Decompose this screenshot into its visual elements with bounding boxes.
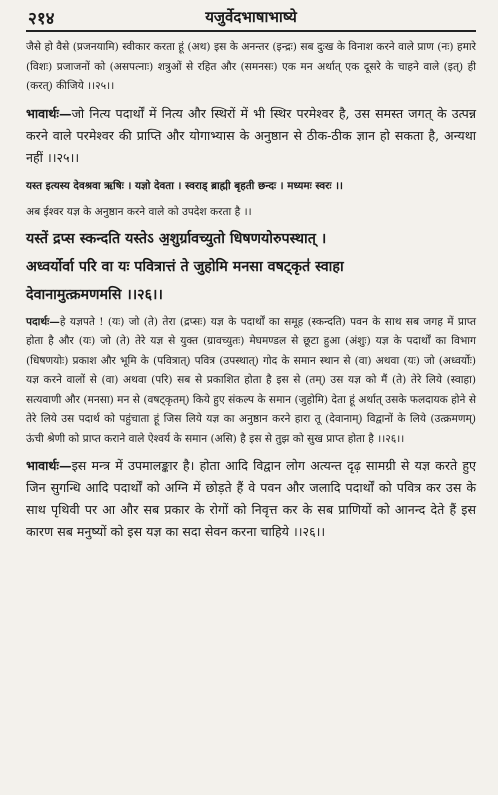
bhavartha-label: भावार्थः— xyxy=(26,105,72,121)
mantra-verse xyxy=(26,225,476,309)
page-number: २१४ xyxy=(28,9,55,29)
mantra-line: देवानामुत्क्रमणमसि ।।२६।। xyxy=(26,286,163,303)
bhavartha-text: जो नित्य पदार्थों में नित्य और स्थिरों में भी स्थिर परमेश्वर है, उस समस्त जगत् के उत्पन्न करने वाले परमेश्वर की प्राप्ति और योगाभ्यास के अनुष्ठान से ठीक-ठीक ज्ञान हो सकता है, अन्यथा नहीं ।।२५।। xyxy=(26,105,476,165)
page-header xyxy=(26,4,476,32)
padartha-paragraph xyxy=(26,313,476,450)
running-title: यजुर्वेदभाषाभाष्ये xyxy=(205,8,297,26)
mantra-line: यस्तें द्रप्स स्कन्दति यस्तेऽ अ॒शुर्ग्रावच्युतो धिषणयोरुपस्थात् । xyxy=(26,230,327,247)
mantra-intro: अब ईश्वर यज्ञ के अनुष्ठान करने वाले को उपदेश करता है ।। xyxy=(26,205,252,218)
bhavartha-text: इस मन्त्र में उपमालङ्कार है। होता आदि विद्वान लोग अत्यन्त दृढ़ सामग्री से यज्ञ करते हुए जिन सुगन्धि आदि पदार्थों को अग्नि में छोड़ते हैं वे पवन और जलादि पदार्थों को पवित्र कर उस के साथ पृथिवी पर आ और सब प्रकार के रोगों को निवृत्त कर के सब प्राणियों को आनन्द देते हैं इस कारण सब मनुष्यों को इस यज्ञ का सदा सेवन करना चाहिये ।।२६।। xyxy=(26,458,476,539)
mantra-metadata: यस्त इत्यस्य देवश्रवा ऋषिः । यज्ञो देवता । स्वराड् ब्राह्मी बृहती छन्दः । मध्यमः स्वरः ।। xyxy=(26,179,343,192)
bhavartha-25 xyxy=(26,103,476,169)
mantra-line: अध्वर्योर्वा परि वा यः पवित्रात्तं ते जुहोमि मनसा वषट्कृत॑ स्वाहा xyxy=(26,258,344,275)
padartha-text: हे यज्ञपते ! (यः) जो (ते) तेरा (द्रप्सः) यज्ञ के पदार्थों का समूह (स्कन्दति) पवन के साथ सब जगह में प्राप्त होता है और (यः) जो (ते) तेरे यज्ञ से युक्त (ग्रावच्युतः) मेघमण्डल से छूटा हुआ (अंशुः) यज्ञ के पदार्थों का विभाग (धिषणयोः) प्रकाश और भूमि के (पवित्रात्) पवित्र (उपस्थात्) गोद के समान स्थान से (वा) अथवा (यः) जो (अध्वर्योः) यज्ञ करने वालों से (वा) अथवा (परि) सब से प्रकाशित होता है इस से (तम्) उस यज्ञ को मैं (ते) तेरे लिये (स्वाहा) सत्यवाणी और (मनसा) मन से (वषट्कृतम्) किये हुए संकल्प के समान (जुहोमि) देता हूं अर्थात् उसके फलदायक होने से तेरे लिये उस पदार्थ को पहुंचाता हूं जिस लिये यज्ञ का अनुष्ठान करने हारा तू (देवानाम्) विद्वानों के लिये (उत्क्रमणम्) ऊंची श्रेणी को प्राप्त कराने वाले ऐश्वर्य के समान (असि) है इस से तुझ को सुख प्राप्त होता है ।।२६।। xyxy=(26,315,476,445)
padartha-label: पदार्थः— xyxy=(26,315,60,328)
bhavartha-label: भावार्थः— xyxy=(26,458,72,473)
continuation-paragraph: जैसे हो वैसे (प्रजनयामि) स्वीकार करता हूं (अथ) इस के अनन्तर (इन्द्रः) सब दुःख के विनाश करने वाले प्राण (नः) हमारे (विशः) प्रजाजनों को (असपत्नाः) शत्रुओं से रहित और (समनसः) एक मन अर्थात् एक दूसरे के चाहने वाले (इत्) ही (करत्) कीजिये ।।२५।। xyxy=(26,41,476,92)
bhavartha-26 xyxy=(26,455,476,543)
